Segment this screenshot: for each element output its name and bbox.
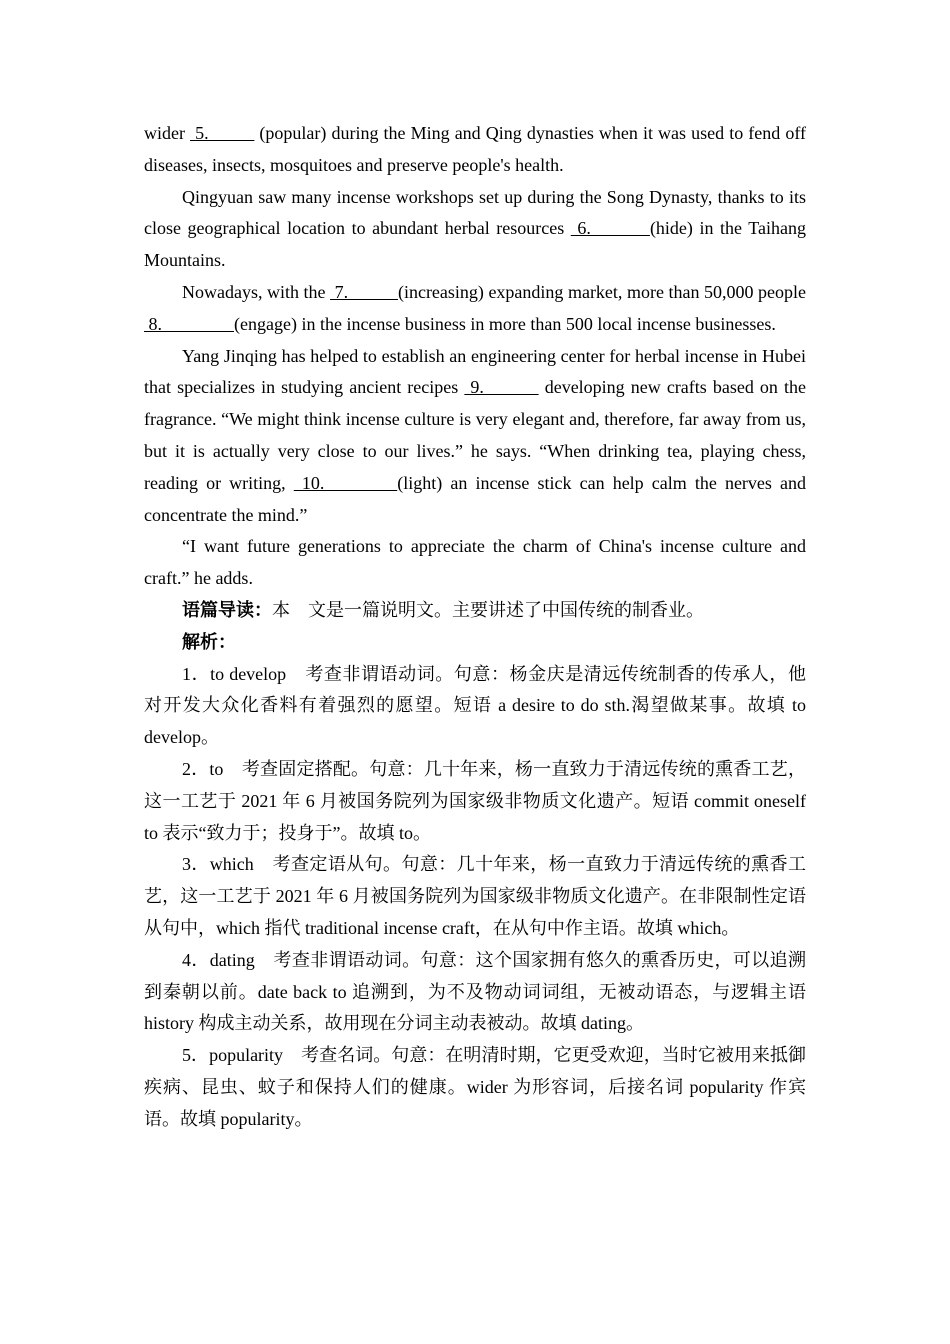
- blank-8[interactable]: 8.: [144, 313, 234, 334]
- text: wider: [144, 123, 191, 143]
- text: Qingyuan saw many incense workshops set up during the Song Dynasty, thanks to its close geographical location to abundant herbal resources: [144, 186, 806, 239]
- analysis-label: [144, 627, 806, 659]
- passage-paragraph-2: [144, 182, 806, 277]
- answer-head: 4．dating: [182, 949, 274, 970]
- guide-label: 语篇导读：: [182, 599, 272, 621]
- blank-6[interactable]: 6.: [570, 218, 650, 239]
- guide-text: 本 文是一篇说明文。主要讲述了中国传统的制香业。: [272, 599, 704, 621]
- text: (engage) in the incense business in more than 500 local incense businesses.: [234, 313, 776, 334]
- passage-paragraph-5: “I want future generations to appreciate the charm of China's incense culture and craft.” he adds.: [144, 536, 806, 589]
- answer-text: 考查定语从句。句意：几十年来，杨一直致力于清远传统的熏香工艺，这一工艺于 2021 年 6 月被国务院列为国家级非物质文化遗产。在非限制性定语从句中，which 指代 traditional incense craft，在从句中作主语。故填 which。: [144, 854, 806, 938]
- blank-5[interactable]: 5.: [190, 123, 255, 143]
- answer-text: 考查名词。句意：在明清时期，它更受欢迎，当时它被用来抵御疾病、昆虫、蚊子和保持人们的健康。wider 为形容词，后接名词 popularity 作宾语。故填 popularity。: [144, 1045, 806, 1129]
- text: (hide) in the Taihang Mountains.: [144, 218, 806, 271]
- text: (popular) during the Ming and Qing dynasties when it was used to fend off diseases, insects, mosquitoes and preserve people's health.: [144, 123, 806, 175]
- blank-10[interactable]: 10.: [293, 472, 398, 493]
- text: (increasing) expanding market, more than 50,000 people: [397, 281, 807, 302]
- text: Nowadays, with the: [182, 281, 331, 302]
- guide-paragraph: [144, 595, 806, 627]
- answer-text: 考查非谓语动词。句意：这个国家拥有悠久的熏香历史，可以追溯到秦朝以前。date back to 追溯到，为不及物动词词组，无被动语态，与逻辑主语 history 构成主动关系，故用现在分词主动表被动。故填 dating。: [144, 949, 806, 1034]
- answer-5: [144, 1040, 806, 1135]
- answer-head: 5．popularity: [182, 1045, 302, 1066]
- answer-head: 1．to develop: [182, 663, 306, 684]
- passage-paragraph-3: [144, 277, 806, 341]
- answer-text: 考查非谓语动词。句意：杨金庆是清远传统制香的传承人，他对开发大众化香料有着强烈的愿望。短语 a desire to do sth.渴望做某事。故填 to develop。: [144, 663, 807, 748]
- text: developing new crafts based on the fragrance. “We might think incense culture is very elegant and, therefore, far away from us, but it is actually very close to our lives.” he says. “When drinking tea, playing chess, reading or writing,: [144, 377, 806, 493]
- answer-head: 3．which: [182, 854, 273, 875]
- document-page: [144, 118, 806, 1136]
- passage-paragraph-4: [144, 341, 806, 532]
- blank-7[interactable]: 7.: [330, 281, 398, 302]
- answer-2: [144, 754, 806, 849]
- answer-head: 2．to: [182, 758, 242, 779]
- text: (light) an incense stick can help calm the nerves and concentrate the mind.”: [144, 472, 807, 525]
- analysis-label-text: 解析：: [182, 631, 236, 653]
- answer-3: [144, 849, 806, 944]
- answer-1: [144, 659, 806, 754]
- answer-text: 考查固定搭配。句意：几十年来，杨一直致力于清远传统的熏香工艺，这一工艺于 2021 年 6 月被国务院列为国家级非物质文化遗产。短语 commit oneself to 表示“致力于；投身于”。故填 to。: [144, 758, 806, 843]
- text: Yang Jinqing has helped to establish an engineering center for herbal incense in Hubei that specializes in studying ancient recipes: [144, 345, 806, 398]
- passage-paragraph-1: [144, 118, 806, 182]
- answer-4: [144, 945, 806, 1040]
- blank-9[interactable]: 9.: [464, 377, 539, 398]
